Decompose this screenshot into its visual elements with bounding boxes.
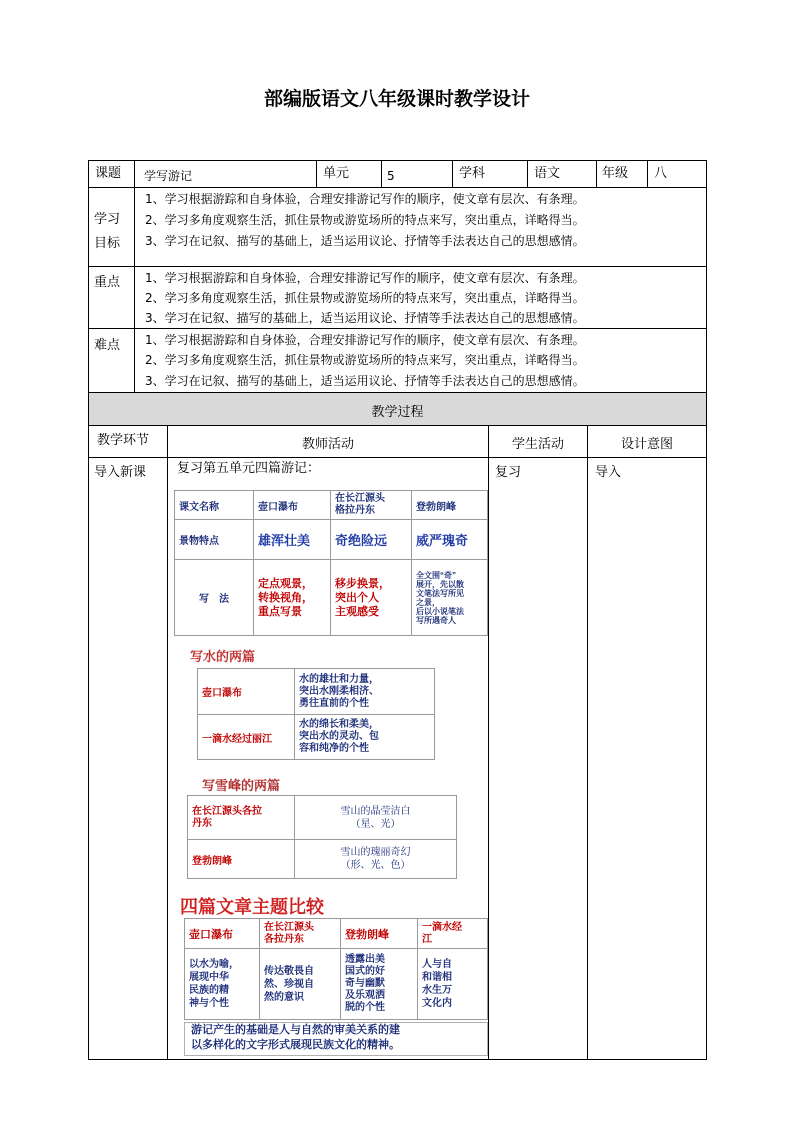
goal-item: 3、学习在记叙、描写的基础上，适当运用议论、抒情等手法表达自己的思想感情。 [145,234,585,248]
table-line [596,160,597,187]
goal-item: 1、学习根据游踪和自身体验，合理安排游记写作的顺序，使文章有层次、有条理。 [145,192,585,206]
table-line [88,328,707,329]
review-method: 移步换景， 突出个人 主观感受 [331,560,412,636]
compare-header: 壶口瀑布 [185,919,260,949]
table-line [88,425,707,426]
table-line [88,187,707,188]
review-row-label: 写 法 [175,560,254,636]
snow-row-desc: 雪山的瑰丽奇幻 （形、光、色） [295,840,457,879]
review-method: 定点观景， 转换视角， 重点写景 [254,560,331,636]
water-table [197,668,435,760]
goals-label-line1: 学习 [94,212,121,227]
water-row-desc: 水的绵长和柔美， 突出水的灵动、包 容和纯净的个性 [295,715,435,760]
compare-cell: 人与自 和谐相 水生万 文化内 [418,949,488,1020]
table-line [88,1059,707,1060]
goals-label-line2: 目标 [94,236,121,251]
compare-table [184,918,488,1020]
topic-label: 课题 [95,166,122,181]
table-line [88,266,707,267]
table-line [587,425,588,1059]
water-row-name: 一滴水经过丽江 [198,715,295,760]
subject-value: 语文 [534,166,561,181]
compare-summary: 游记产生的基础是人与自然的审美关系的建 以多样化的文字形式展现民族文化的精神。 [184,1022,488,1056]
table-line [452,160,453,187]
stage-name: 导入新课 [94,465,147,480]
snow-row-name: 登勃朗峰 [188,840,295,879]
table-border-left [88,160,89,1059]
review-header-cell: 课文名称 [175,491,254,520]
difficulty-item: 2、学习多角度观察生活，抓住景物或游览场所的特点来写，突出重点，详略得当。 [145,353,585,367]
table-line [88,160,707,161]
subject-label: 学科 [459,166,486,181]
review-row-label: 景物特点 [175,520,254,560]
difficulty-item: 1、学习根据游踪和自身体验，合理安排游记写作的顺序，使文章有层次、有条理。 [145,333,585,347]
review-header-cell: 在长江源头 格拉丹东 [331,491,412,520]
teacher-intro: 复习第五单元四篇游记： [177,461,321,476]
water-row-desc: 水的雄壮和力量， 突出水刚柔相济、 勇往直前的个性 [295,669,435,715]
compare-header: 登勃朗峰 [341,919,418,949]
col-student-header: 学生活动 [511,437,564,452]
difficulty-item: 3、学习在记叙、描写的基础上，适当运用议论、抒情等手法表达自己的思想感情。 [145,374,585,388]
table-line [647,160,648,187]
student-activity: 复习 [495,465,522,480]
col-stage-header: 教学环节 [97,433,150,448]
snow-table [187,795,457,879]
grade-value: 八 [654,166,668,181]
review-feature: 雄浑壮美 [254,520,331,560]
unit-value: 5 [387,169,395,183]
keypoints-label: 重点 [94,275,121,290]
table-line [316,160,317,187]
col-teacher-header: 教师活动 [301,437,354,452]
review-header-cell: 壶口瀑布 [254,491,331,520]
table-line [381,160,382,187]
review-method: 全文围“奇” 展开，先以散 文笔法写所见 之景， 后以小说笔法 写所遇奇人 [412,560,488,636]
table-line [488,425,489,1059]
table-line [88,457,707,458]
table-line [527,160,528,187]
compare-cell: 透露出美 国式的好 奇与幽默 及乐观洒 脱的个性 [341,949,418,1020]
review-feature: 奇绝险远 [331,520,412,560]
table-line [167,425,168,1059]
document-title: 部编版语文八年级课时教学设计 [263,88,530,110]
keypoint-item: 1、学习根据游踪和自身体验，合理安排游记写作的顺序，使文章有层次、有条理。 [145,271,585,285]
review-header-cell: 登勃朗峰 [412,491,488,520]
water-row-name: 壶口瀑布 [198,669,295,715]
review-table [174,490,488,636]
unit-label: 单元 [323,166,350,181]
col-intent-header: 设计意图 [620,437,673,452]
table-line [134,160,135,392]
process-title: 教学过程 [371,405,424,420]
water-section-title: 写水的两篇 [190,649,256,664]
goal-item: 2、学习多角度观察生活，抓住景物或游览场所的特点来写，突出重点，详略得当。 [145,213,585,227]
compare-header: 在长江源头 各拉丹东 [260,919,341,949]
compare-section-title: 四篇文章主题比较 [180,897,324,917]
compare-header: 一滴水经 江 [418,919,488,949]
difficulties-label: 难点 [94,338,121,353]
design-intent: 导入 [595,465,622,480]
grade-label: 年级 [602,166,629,181]
table-border-right [706,160,707,1059]
snow-row-desc: 雪山的晶莹洁白 （星、光） [295,796,457,840]
keypoint-item: 3、学习在记叙、描写的基础上，适当运用议论、抒情等手法表达自己的思想感情。 [145,311,585,325]
snow-section-title: 写雪峰的两篇 [202,778,281,793]
compare-cell: 传达敬畏自 然、珍视自 然的意识 [260,949,341,1020]
keypoint-item: 2、学习多角度观察生活，抓住景物或游览场所的特点来写，突出重点，详略得当。 [145,291,585,305]
topic-value: 学写游记 [144,169,193,183]
snow-row-name: 在长江源头各拉 丹东 [188,796,295,840]
compare-cell: 以水为喻， 展现中华 民族的精 神与个性 [185,949,260,1020]
review-feature: 威严瑰奇 [412,520,488,560]
